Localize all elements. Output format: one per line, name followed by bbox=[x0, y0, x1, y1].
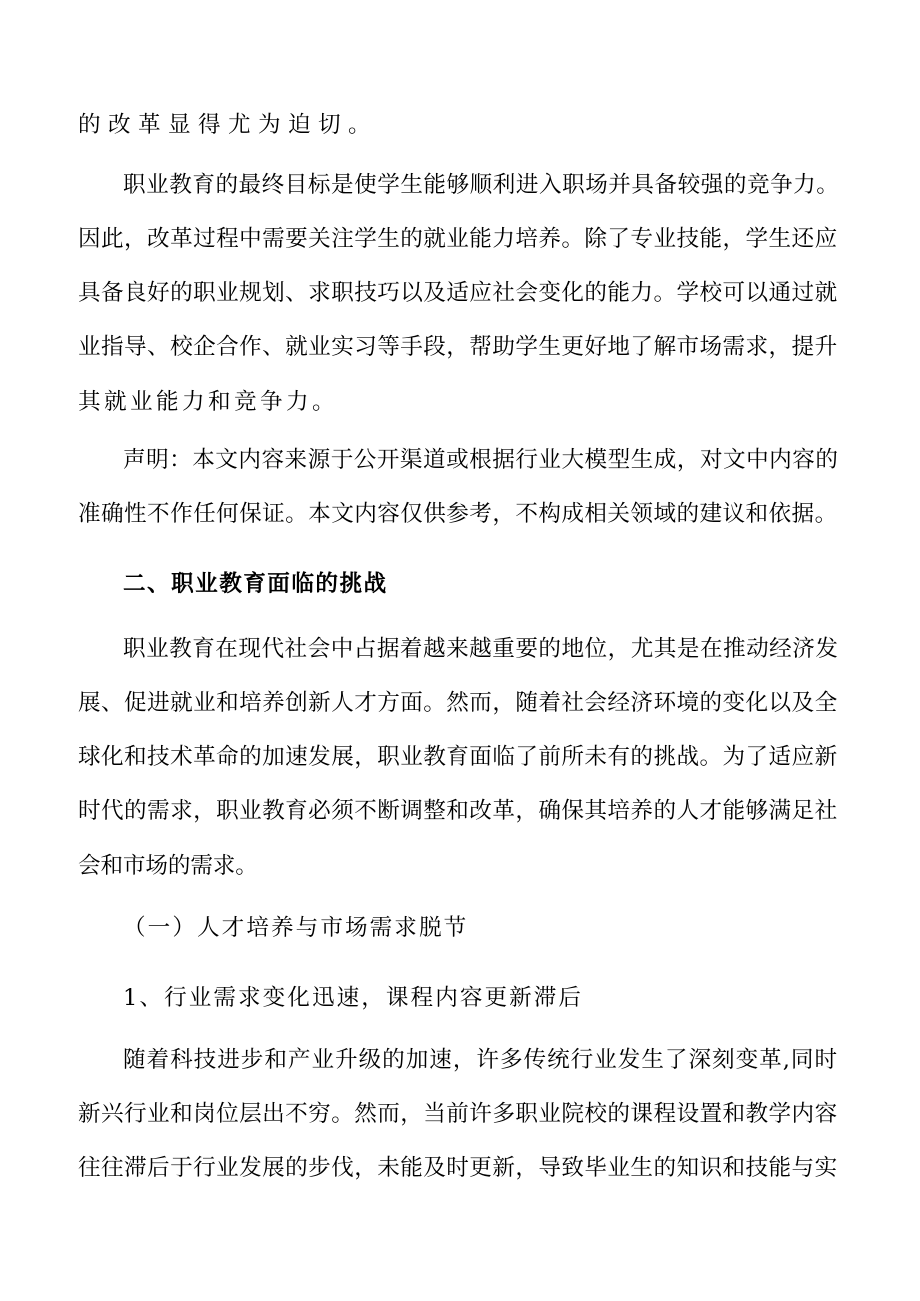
paragraph-line: 业指导、校企合作、就业实习等手段，帮助学生更好地了解市场需求，提升 bbox=[78, 334, 838, 360]
paragraph-line: 其就业能力和竞争力。 bbox=[78, 389, 338, 415]
disclaimer-line: 声明：本文内容来源于公开渠道或根据行业大模型生成，对文中内容的 bbox=[123, 447, 839, 473]
paragraph-line: 新兴行业和岗位层出不穷。然而，当前许多职业院校的课程设置和教学内容 bbox=[78, 1101, 838, 1127]
disclaimer-line: 准确性不作任何保证。本文内容仅供参考，不构成相关领域的建议和依据。 bbox=[78, 501, 838, 527]
paragraph-line: 球化和技术革命的加速发展，职业教育面临了前所未有的挑战。为了适应新 bbox=[78, 744, 838, 770]
paragraph-line: 展、促进就业和培养创新人才方面。然而，随着社会经济环境的变化以及全 bbox=[78, 690, 838, 716]
item-heading: 1、行业需求变化迅速，课程内容更新滞后 bbox=[123, 985, 584, 1011]
paragraph-line: 职业教育在现代社会中占据着越来越重要的地位，尤其是在推动经济发 bbox=[123, 636, 839, 662]
paragraph-line: 往往滞后于行业发展的步伐，未能及时更新，导致毕业生的知识和技能与实 bbox=[78, 1155, 838, 1181]
paragraph-line: 具备良好的职业规划、求职技巧以及适应社会变化的能力。学校可以通过就 bbox=[78, 280, 838, 306]
subsection-heading: （一）人才培养与市场需求脱节 bbox=[123, 915, 469, 941]
paragraph-line: 职业教育的最终目标是使学生能够顺利进入职场并具备较强的竞争力。 bbox=[123, 172, 840, 198]
paragraph-line: 会和市场的需求。 bbox=[78, 853, 258, 879]
paragraph-line: 时代的需求，职业教育必须不断调整和改革，确保其培养的人才能够满足社 bbox=[78, 798, 838, 824]
paragraph-line: 的改革显得尤为迫切。 bbox=[78, 112, 378, 138]
section-heading: 二、职业教育面临的挑战 bbox=[123, 571, 388, 597]
paragraph-line: 因此，改革过程中需要关注学生的就业能力培养。除了专业技能，学生还应 bbox=[78, 226, 838, 252]
paragraph-line: 随着科技进步和产业升级的加速，许多传统行业发生了深刻变革,同时 bbox=[123, 1047, 839, 1073]
